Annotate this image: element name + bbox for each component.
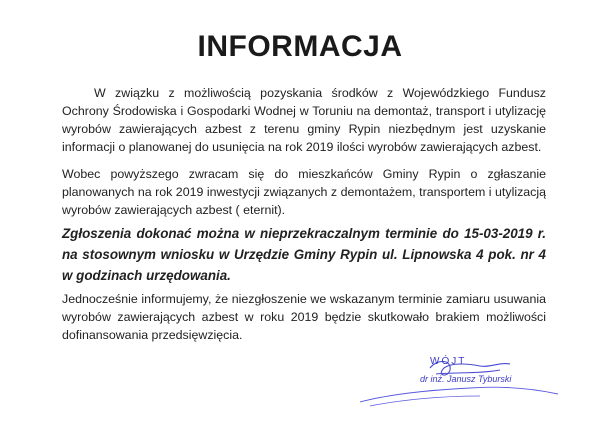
stamp-name: dr inż. Janusz Tyburski <box>420 374 512 384</box>
paragraph-notice: Jednocześnie informujemy, że niezgłoszenie we wskazanym terminie zamiaru usuwania wyrobów zawierających azbest w roku 2019 będzie skutkowało brakiem możliwości dofinansowania przedsięwzięcia. <box>62 292 546 342</box>
paragraph-appeal: Wobec powyższego zwracam się do mieszkańców Gminy Rypin o zgłaszanie planowanych na rok 2019 inwestycji związanych z demontażem, transportem i utylizacją wyrobów zawierających azbest ( eternit). <box>62 167 546 217</box>
document-title: INFORMACJA <box>197 30 403 63</box>
paragraph-intro: W związku z możliwością pozyskania środków z Wojewódzkiego Fundusz Ochrony Środowiska i Gospodarki Wodnej w Toruniu na demontaż, transport i utylizację wyrobów zawierających azbest z terenu gminy Rypin niezbędnym jest uzyskanie informacji o planowanej do usunięcia na rok 2019 ilości wyrobów zawierających azbest. <box>62 86 546 154</box>
paragraph-deadline: Zgłoszenia dokonać można w nieprzekraczalnym terminie do 15-03-2019 r. na stosownym wniosku w Urzędzie Gminy Rypin ul. Lipnowska 4 pok. nr 4 w godzinach urzędowania. <box>62 226 546 283</box>
signature-stamp <box>400 352 560 402</box>
stamp-title: WÓJT <box>430 356 467 367</box>
